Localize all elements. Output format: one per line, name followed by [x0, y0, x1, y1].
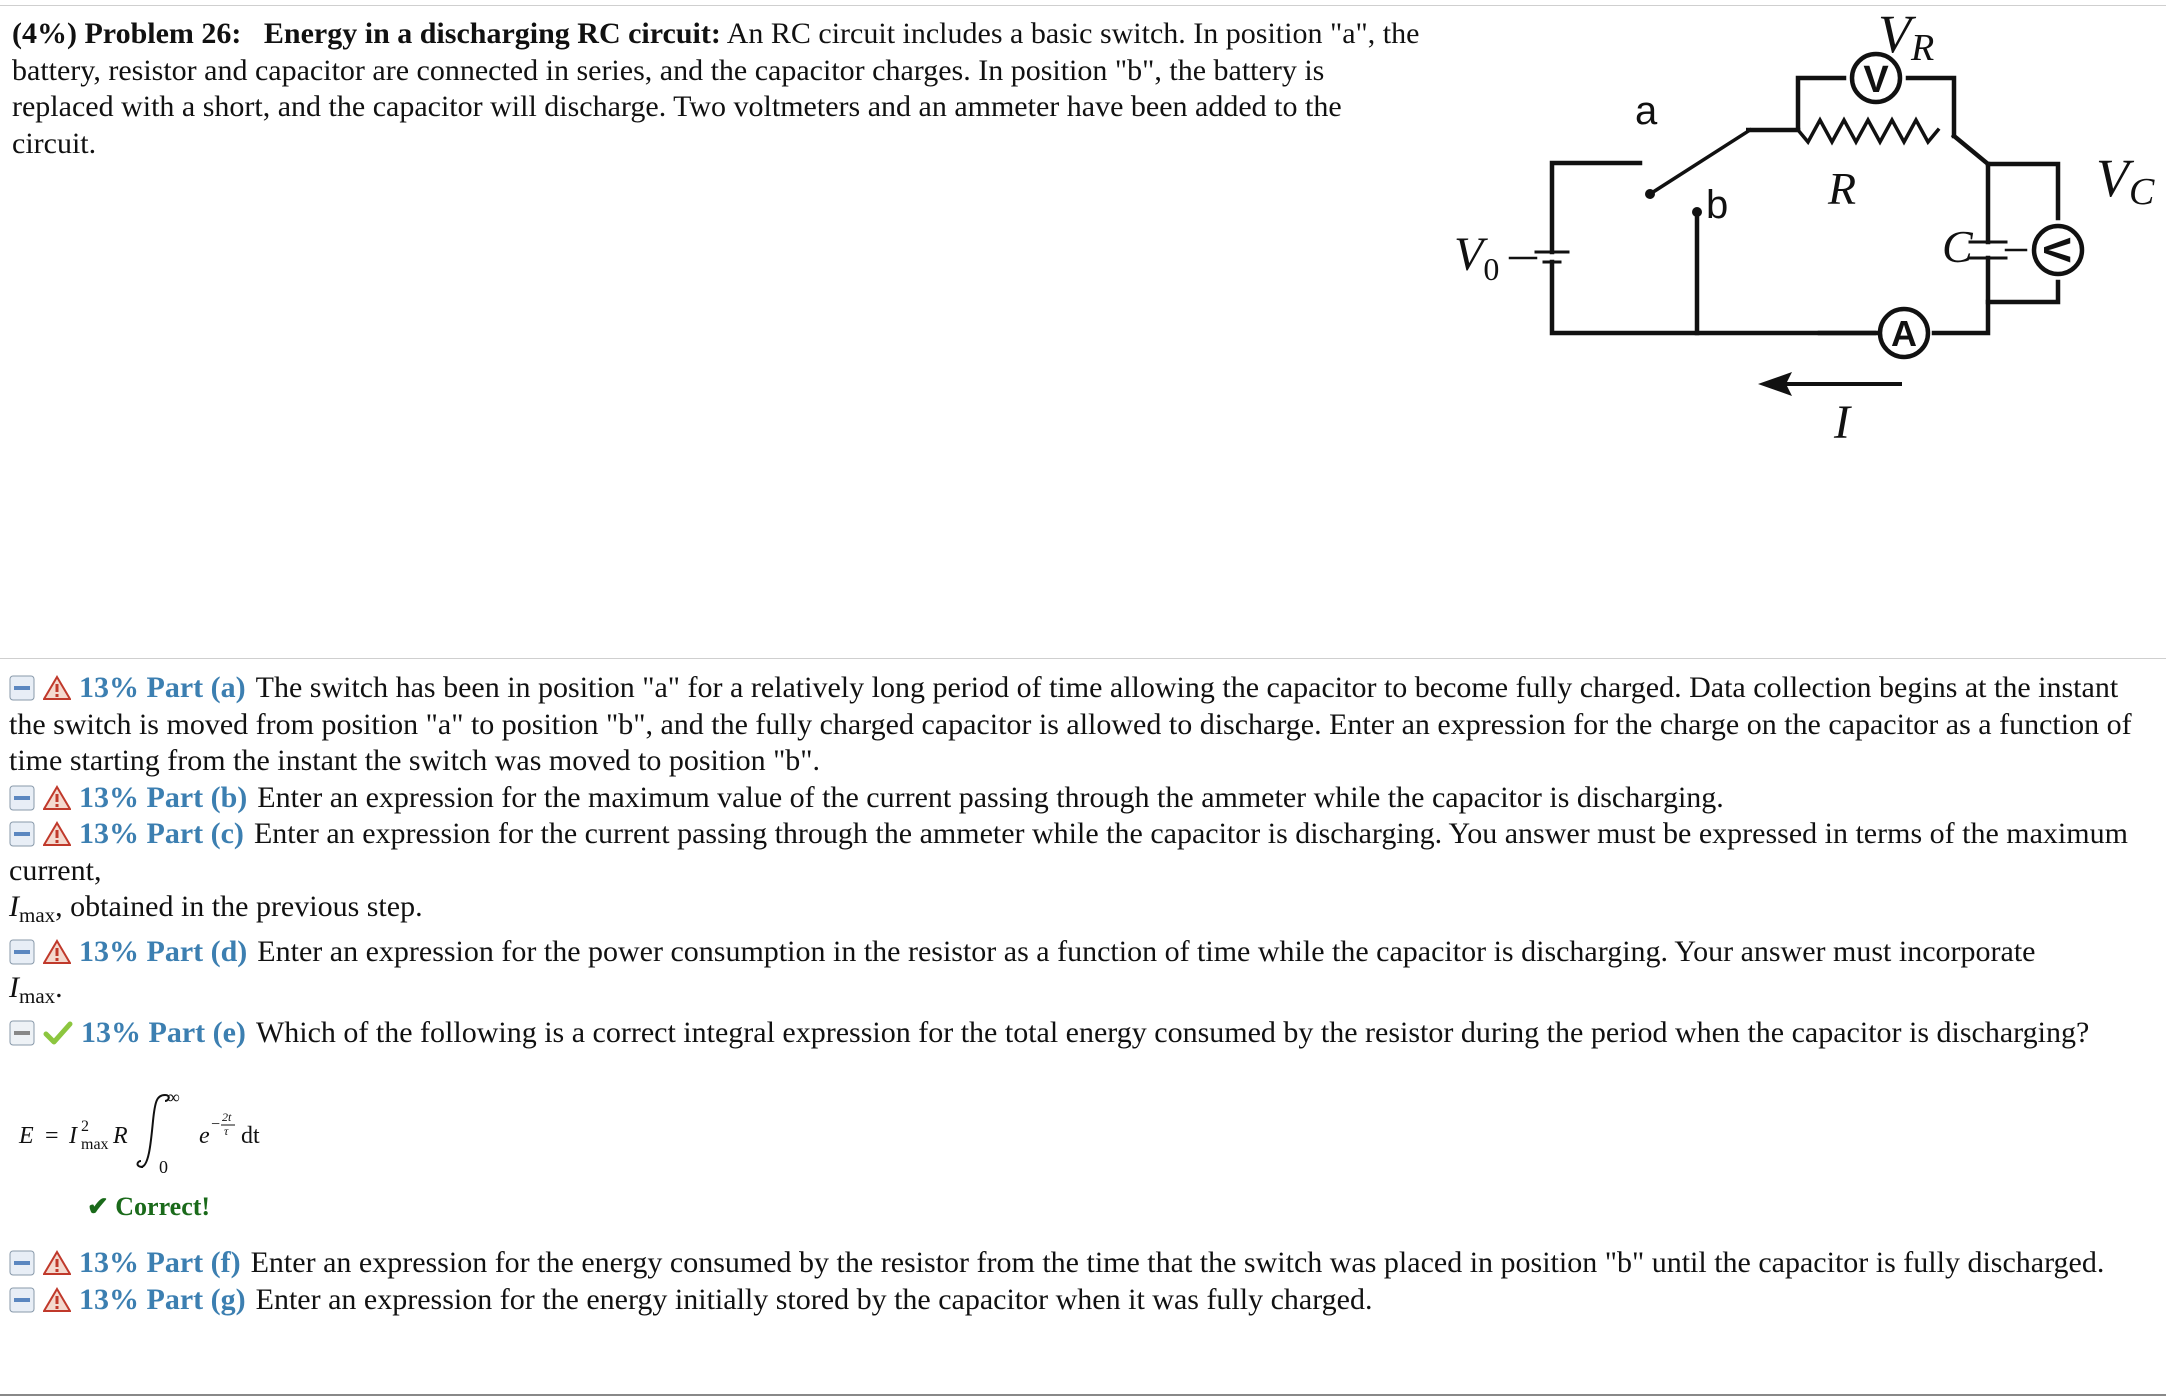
part-d-text: Enter an expression for the power consumption in the resistor as a function of time while the capacitor is discharging. Your answer must incorporate	[257, 934, 2036, 968]
svg-text:R: R	[113, 1123, 128, 1149]
label-R: R	[1828, 163, 1857, 214]
part-b-header[interactable]: 13% Part (b)	[79, 780, 248, 814]
part-a-text: The switch has been in position "a" for a relatively long period of time allowing the capacitor to become fully charged. Data collection begins at the instant the switch is moved from position "a" to position "b", and the fully charged capacitor is allowed to discharge. Enter an expression for the charge on the capacitor as a function of time starting from the instant the switch was moved to position "b".	[9, 671, 2132, 777]
correct-label: ✔ Correct!	[87, 1192, 211, 1221]
checkmark-icon	[43, 1020, 73, 1046]
part-b-text: Enter an expression for the maximum value of the current passing through the ammeter while the capacitor is discharging.	[257, 780, 1724, 814]
part-c-text-after: , obtained in the previous step.	[55, 890, 423, 923]
svg-text:dt: dt	[241, 1123, 260, 1149]
part-c-text: Enter an expression for the current passing through the ammeter while the capacitor is discharging. You answer must be expressed in terms of the maximum current,	[9, 817, 2128, 887]
problem-percent: (4%)	[12, 17, 77, 50]
voltmeter-vc	[2034, 226, 2082, 274]
problem-title: Energy in a discharging RC circuit:	[263, 17, 721, 50]
part-g	[9, 1282, 2159, 1319]
wire-top-left	[1552, 163, 1640, 252]
svg-text:E: E	[19, 1123, 34, 1149]
switch-terminal-b	[1692, 207, 1702, 217]
integral-formula	[9, 1081, 329, 1181]
svg-text:max: max	[81, 1136, 109, 1153]
label-b: b	[1706, 183, 1729, 227]
warning-icon	[43, 675, 71, 701]
vc-lead-bottom	[1988, 282, 2058, 302]
label-VC: VC	[2096, 148, 2155, 213]
part-e	[9, 1015, 2159, 1232]
label-a: a	[1635, 89, 1658, 133]
circuit-diagram	[1440, 0, 2166, 450]
warning-icon	[43, 1250, 71, 1276]
warning-icon	[43, 785, 71, 811]
part-g-text: Enter an expression for the energy initially stored by the capacitor when it was fully charged.	[255, 1282, 1373, 1316]
expand-toggle-icon[interactable]	[9, 785, 35, 811]
part-e-text: Which of the following is a correct integral expression for the total energy consumed by the resistor during the period when the capacitor is discharging?	[255, 1015, 2090, 1049]
part-d	[9, 934, 2159, 1015]
problem-number: Problem 26:	[84, 17, 242, 50]
collapse-toggle-icon[interactable]	[9, 1020, 35, 1046]
part-e-header[interactable]: 13% Part (e)	[81, 1015, 246, 1049]
part-c-header[interactable]: 13% Part (c)	[79, 817, 244, 850]
label-I: I	[1834, 396, 1850, 449]
part-g-header[interactable]: 13% Part (g)	[79, 1282, 246, 1316]
svg-text:I: I	[69, 1123, 77, 1149]
svg-text:V: V	[1863, 59, 1889, 101]
imax-symbol: $I_{max}$	[9, 890, 56, 927]
part-f	[9, 1245, 2159, 1282]
part-a-header[interactable]: 13% Part (a)	[79, 671, 246, 704]
part-a	[9, 670, 2159, 780]
svg-text:A: A	[1891, 313, 1917, 354]
svg-text:V: V	[2035, 237, 2077, 263]
bottom-border	[0, 1394, 2166, 1396]
answer-formula	[9, 1081, 2159, 1231]
ammeter	[1880, 309, 1928, 357]
part-f-text: Enter an expression for the energy consumed by the resistor from the time that the switch was placed in position "b" until the capacitor is fully discharged.	[250, 1246, 2105, 1279]
vr-lead-right	[1908, 78, 1954, 136]
svg-text:0: 0	[159, 1157, 168, 1177]
wire-resistor-to-cap	[1954, 136, 1988, 164]
wire-bottom-left	[1552, 262, 1904, 333]
switch-pivot	[1645, 189, 1655, 199]
svg-text:∞: ∞	[167, 1087, 180, 1107]
warning-icon	[43, 1287, 71, 1313]
part-d-header[interactable]: 13% Part (d)	[79, 934, 248, 968]
part-f-header[interactable]: 13% Part (f)	[79, 1246, 241, 1279]
imax-symbol: $I_{max}$	[9, 971, 56, 1008]
svg-text:τ: τ	[224, 1124, 229, 1138]
vc-lead-top	[1988, 164, 2058, 218]
expand-toggle-icon[interactable]	[9, 1287, 35, 1313]
switch-blade	[1650, 130, 1750, 194]
expand-toggle-icon[interactable]	[9, 939, 35, 965]
section-divider	[0, 658, 2166, 659]
part-d-text-after: .	[55, 971, 63, 1004]
label-C: C	[1942, 221, 1973, 272]
warning-icon	[43, 821, 71, 847]
resistor	[1798, 120, 1938, 142]
expand-toggle-icon[interactable]	[9, 675, 35, 701]
parts-list	[9, 670, 2159, 1318]
expand-toggle-icon[interactable]	[9, 1250, 35, 1276]
svg-text:e: e	[199, 1123, 210, 1149]
problem-text: An RC circuit includes a basic switch. In position "a", the battery, resistor and capacitor are connected in series, and the capacitor charges. In position "b", the battery is replaced with a short, and the capacitor will discharge. Two voltmeters and an ammeter have been added to the circuit.	[12, 17, 1420, 160]
part-b	[9, 780, 2159, 817]
warning-icon	[43, 939, 71, 965]
label-V0: $V_0$	[1454, 228, 1500, 287]
svg-text:2t: 2t	[222, 1110, 232, 1124]
label-VR: VR	[1878, 4, 1935, 69]
problem-statement	[12, 16, 1432, 162]
expand-toggle-icon[interactable]	[9, 821, 35, 847]
svg-text:=: =	[45, 1123, 59, 1149]
svg-text:2: 2	[81, 1118, 89, 1135]
part-c	[9, 816, 2159, 934]
svg-text:−: −	[211, 1116, 221, 1133]
